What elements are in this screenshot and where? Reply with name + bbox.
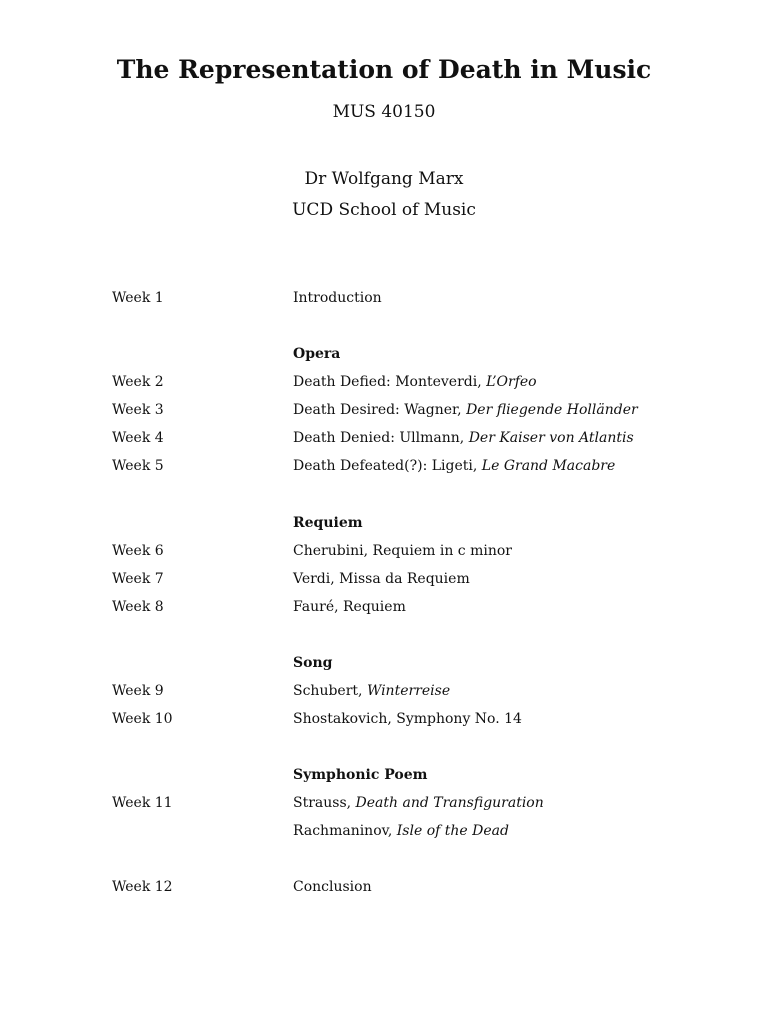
week-label: Week 4 xyxy=(112,430,164,446)
work-title: Death and Transfiguration xyxy=(355,795,544,811)
week-topic: Conclusion xyxy=(293,879,372,895)
schedule-row-week-10 xyxy=(0,708,768,730)
schedule-row-week-8 xyxy=(0,596,768,618)
week-topic: Verdi, Missa da Requiem xyxy=(293,571,470,587)
schedule-row-week-9 xyxy=(0,680,768,702)
schedule-row-week-11 xyxy=(0,792,768,814)
topic-prefix: Death Desired: Wagner, xyxy=(293,402,467,418)
page-title: The Representation of Death in Music xyxy=(116,55,652,84)
work-title: L’Orfeo xyxy=(486,374,537,390)
week-topic xyxy=(293,455,615,477)
work-title: Isle of the Dead xyxy=(396,823,509,839)
work-title: Le Grand Macabre xyxy=(481,458,616,474)
week-topic xyxy=(293,371,537,393)
schedule-row-week-11-second xyxy=(0,820,768,842)
course-code: MUS 40150 xyxy=(332,102,436,122)
week-label: Week 5 xyxy=(112,458,164,474)
week-topic xyxy=(293,427,634,449)
department-name: UCD School of Music xyxy=(292,200,476,220)
schedule-row-week-7 xyxy=(0,568,768,590)
week-label: Week 6 xyxy=(112,543,164,559)
week-label: Week 1 xyxy=(112,290,164,306)
topic-prefix: Death Defied: Monteverdi, xyxy=(293,374,487,390)
section-heading-song: Song xyxy=(293,655,333,671)
week-topic: Cherubini, Requiem in c minor xyxy=(293,543,512,559)
instructor-name: Dr Wolfgang Marx xyxy=(304,169,464,189)
topic-prefix: Schubert, xyxy=(293,683,367,699)
schedule-row-week-1 xyxy=(0,287,768,309)
week-label: Week 12 xyxy=(112,879,173,895)
week-label: Week 11 xyxy=(112,795,173,811)
week-topic: Shostakovich, Symphony No. 14 xyxy=(293,711,522,727)
week-topic: Fauré, Requiem xyxy=(293,599,406,615)
section-heading-opera: Opera xyxy=(293,346,341,362)
schedule-row-week-6 xyxy=(0,540,768,562)
topic-prefix: Death Denied: Ullmann, xyxy=(293,430,469,446)
week-label: Week 2 xyxy=(112,374,164,390)
week-label: Week 8 xyxy=(112,599,164,615)
week-topic xyxy=(293,399,638,421)
topic-prefix: Rachmaninov, xyxy=(293,823,397,839)
week-topic xyxy=(293,680,450,702)
section-heading-requiem: Requiem xyxy=(293,515,363,531)
week-topic: Introduction xyxy=(293,290,382,306)
week-topic xyxy=(293,820,509,842)
topic-prefix: Strauss, xyxy=(293,795,356,811)
week-label: Week 7 xyxy=(112,571,164,587)
topic-prefix: Death Defeated(?): Ligeti, xyxy=(293,458,482,474)
schedule-row-week-4 xyxy=(0,427,768,449)
week-label: Week 3 xyxy=(112,402,164,418)
week-topic xyxy=(293,792,544,814)
week-label: Week 10 xyxy=(112,711,173,727)
schedule-row-week-3 xyxy=(0,399,768,421)
schedule-row-week-2 xyxy=(0,371,768,393)
week-label: Week 9 xyxy=(112,683,164,699)
section-heading-symphonic-poem: Symphonic Poem xyxy=(293,767,428,783)
work-title: Winterreise xyxy=(366,683,451,699)
work-title: Der fliegende Holländer xyxy=(466,402,638,418)
work-title: Der Kaiser von Atlantis xyxy=(468,430,634,446)
schedule-row-week-12 xyxy=(0,876,768,898)
schedule-row-week-5 xyxy=(0,455,768,477)
